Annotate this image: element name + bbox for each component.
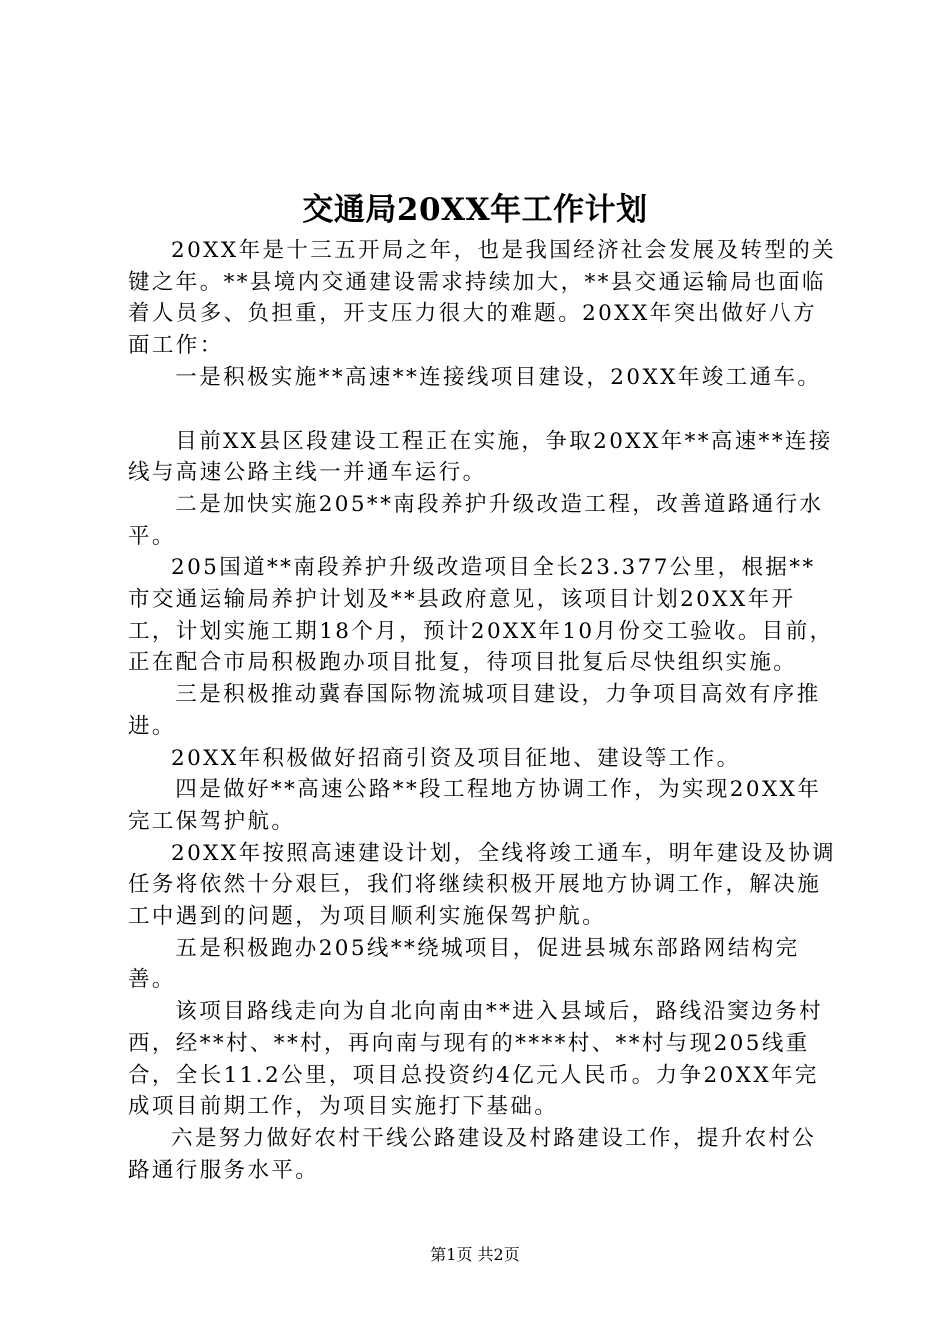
item-5-heading: 五是积极跑办205线**绕城项目，促进县城东部路网结构完善。 — [128, 935, 800, 993]
item-1-body: 目前XX县区段建设工程正在实施，争取20XX年**高速**连接线与高速公路主线一并通车运行。 — [128, 428, 833, 486]
item-4-heading: 四是做好**高速公路**段工程地方协调工作，为实现20XX年完工保驾护航。 — [128, 777, 822, 834]
blank-line — [128, 394, 838, 426]
item-6-heading: 六是努力做好农村干线公路建设及村路建设工作，提升农村公路通行服务水平。 — [128, 1125, 817, 1183]
page-footer: 第1页 共2页 — [430, 1245, 520, 1264]
item-3-heading: 三是积极推动冀春国际物流城项目建设，力争项目高效有序推进。 — [128, 682, 821, 739]
document-title: 交通局20XX年工作计划 — [302, 192, 648, 228]
item-2-heading: 二是加快实施205**南段养护升级改造工程，改善道路通行水平。 — [128, 491, 824, 549]
item-3-body: 20XX年积极做好招商引资及项目征地、建设等工作。 — [171, 745, 741, 771]
item-5-body: 该项目路线走向为自北向南由**进入县域后，路线沿窦边务村西，经**村、**村，再向南与现有的****村、**村与现205线重合，全长11.2公里，项目总投资约4亿元人民币。力争20XX年完成项目前期工作，为项目实施打下基础。 — [128, 999, 823, 1120]
item-1-heading: 一是积极实施**高速**连接线项目建设，20XX年竣工通车。 — [175, 364, 822, 390]
item-2-body: 205国道**南段养护升级改造项目全长23.377公里，根据**市交通运输局养护计划及**县政府意见，该项目计划20XX年开工，计划实施工期18个月，预计20XX年10月份交工验收。目前，正在配合市局积极跑办项目批复，待项目批复后尽快组织实施。 — [128, 555, 834, 676]
item-4-body: 20XX年按照高速建设计划，全线将竣工通车，明年建设及协调任务将依然十分艰巨，我们将继续积极开展地方协调工作，解决施工中遇到的问题，为项目顺利实施保驾护航。 — [128, 840, 837, 930]
document-body — [128, 235, 838, 1186]
intro-paragraph: 20XX年是十三五开局之年，也是我国经济社会发展及转型的关键之年。**县境内交通建设需求持续加大，**县交通运输局也面临着人员多、负担重，开支压力很大的难题。20XX年突出做好八方面工作： — [128, 238, 837, 359]
